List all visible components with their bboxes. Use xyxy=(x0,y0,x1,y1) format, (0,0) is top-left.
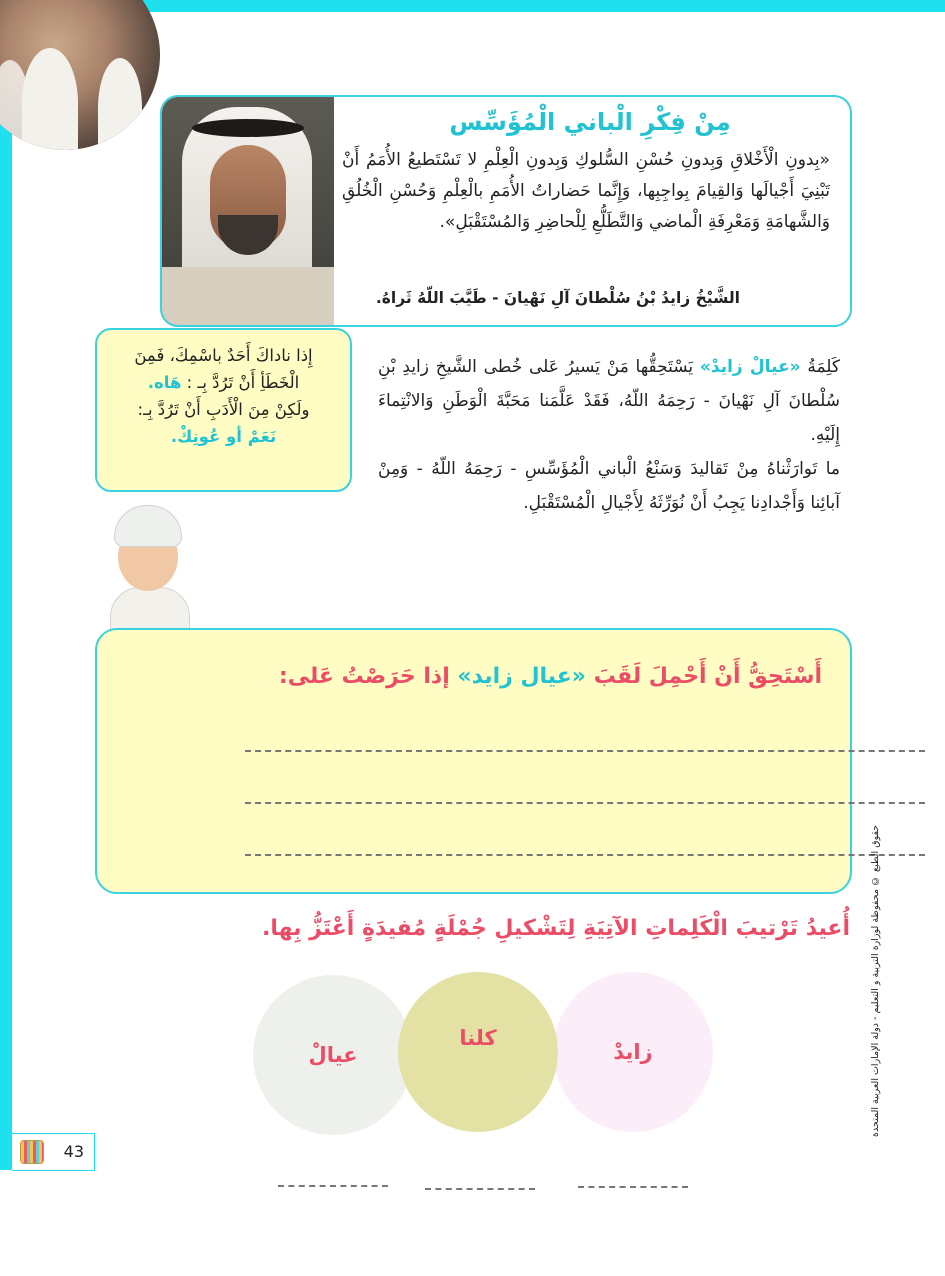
activity-title: أَسْتَحِقُّ أَنْ أَحْمِلَ لَقَبَ «عيال زايد» إذا حَرَصْتُ عَلى: xyxy=(278,664,822,689)
etiquette-tip-box xyxy=(95,328,352,492)
founder-portrait xyxy=(162,97,334,325)
boy-illustration xyxy=(100,505,195,635)
intro-paragraph xyxy=(378,350,840,520)
left-border xyxy=(0,0,12,1170)
quote-text: «بِدونِ الْأَخْلاقِ وَبِدونِ حُسْنِ السُّلوكِ وَبِدونِ الْعِلْمِ لا تَسْتَطيعُ الأُمَمُ أَنْ تَبْنِيَ أَجْيالَها وَالقِيامَ بِواجِبِها، وَإِنَّما حَضاراتُ الأُمَمِ بالْعِلْمِ وَحُسْنِ الْخُلُقِ وَالشَّهامَةِ وَمَعْرِفَةِ الْماضي وَالتَّطَلُّعِ لِلْحاضِرِ وَالمُسْتَقْبَلِ». xyxy=(342,150,830,232)
tip-line-2: الْخَطَأِ أَنْ تَرُدَّ بِـ : هَاه. xyxy=(147,373,300,392)
answer-line-1[interactable] xyxy=(245,750,925,752)
answer-line-3[interactable] xyxy=(245,854,925,856)
word-slot-2[interactable] xyxy=(425,1188,535,1190)
intro-paragraph-2: ما تَوارَثْناهُ مِنْ تَقاليدَ وَسَنْعُ الْباني الْمُؤَسِّسِ - رَحِمَهُ اللّهُ - وَمِنْ آبائِنا وَأَجْدادِنا يَجِبُ أَنْ نُوَرِّثَهُ لِأَجْيالِ الْمُسْتَقْبَلِ. xyxy=(378,459,840,513)
page-number: 43 xyxy=(63,1142,84,1161)
founder-waving-photo xyxy=(0,0,160,150)
tip-line-3: ولَكِنْ مِنَ الْأَدَبِ أَنْ تَرُدَّ بِـ: xyxy=(137,400,310,419)
tip-wrong-word: هَاه. xyxy=(147,373,182,392)
page-number-tab xyxy=(12,1133,95,1171)
quote-signature: الشَّيْخُ زايدُ بْنُ سُلْطانَ آلِ نَهْيانَ - طَيَّبَ اللّهُ ثَراهُ. xyxy=(375,289,740,307)
answer-line-2[interactable] xyxy=(245,802,925,804)
word-circle-3: زايدْ xyxy=(553,972,713,1132)
word-circle-2: كلنا xyxy=(398,972,558,1132)
exercise-title: أُعيدُ تَرْتيبَ الْكَلِماتِ الآتِيَةِ لِتَشْكيلِ جُمْلَةٍ مُفيدَةٍ أَعْتَزُّ بِها. xyxy=(262,916,850,941)
tip-line-1: إِذا ناداكَ أَحَدٌ باسْمِكَ، فَمِنَ xyxy=(134,346,313,365)
highlight-term: «عيالْ زايدْ» xyxy=(699,357,801,377)
copyright-note: حقوق الطبع © محفوظة لوزارة التربية و التعليم - دولة الإمارات العربية المتحدة xyxy=(870,825,881,1138)
word-slot-1[interactable] xyxy=(278,1185,388,1187)
founder-quote-box xyxy=(160,95,852,327)
intro-paragraph-1: كَلِمَةُ «عيالْ زايدْ» يَسْتَحِقُّها مَنْ يَسيرُ عَلى خُطى الشَّيخِ زايدِ بْنِ سُلْطانَ آلِ نَهْيانَ - رَحِمَهُ اللّهُ، فَقَدْ عَلَّمَنا مَحَبَّةَ الْوَطَنِ وَالانْتِماءَ إِلَيْهِ. xyxy=(378,357,841,445)
book-icon xyxy=(20,1140,44,1164)
word-slot-3[interactable] xyxy=(578,1186,688,1188)
quote-title: مِنْ فِكْرِ الْباني الْمُؤَسِّس xyxy=(449,108,731,136)
tip-line-4: نَعَمْ أو عُونِكْ. xyxy=(170,427,277,446)
word-circle-1: عيالْ xyxy=(253,975,413,1135)
writing-activity-box xyxy=(95,628,852,894)
